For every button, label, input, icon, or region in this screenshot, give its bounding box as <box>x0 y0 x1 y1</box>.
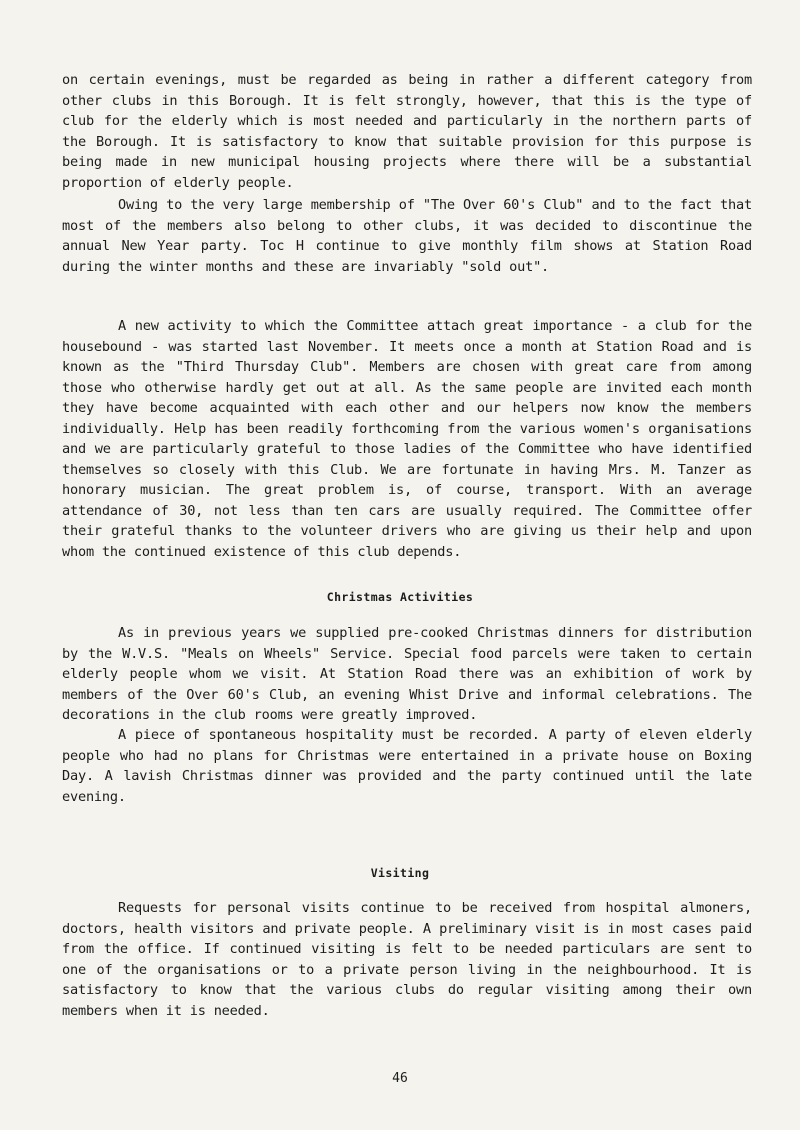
paragraph-christmas-dinners: As in previous years we supplied pre-cooked Christmas dinners for distribution by the W.V.S. "Meals on Wheels" Service. Special food parcels were taken to certain elderly people whom we visit. At Station Road there was an exhibition of work by members of the Over 60's Club, an evening Whist Drive and informal celebrations. The decorations in the club rooms were greatly improved. <box>62 625 752 723</box>
paragraph-over-60s-club: Owing to the very large membership of "The Over 60's Club" and to the fact that most of the members also belong to other clubs, it was decided to discontinue the annual New Year party. Toc H continue to give monthly film shows at Station Road during the winter months and these are invariably "sold out". <box>62 197 752 275</box>
page-number: 46 <box>392 1071 408 1086</box>
paragraph-spontaneous-hospitality: A piece of spontaneous hospitality must be recorded. A party of eleven elderly people who had no plans for Christmas were entertained in a private house on Boxing Day. A lavish Christmas dinner was provided and the party continued until the late evening. <box>62 727 752 805</box>
paragraph-housebound-club: A new activity to which the Committee attach great importance - a club for the housebound - was started last November. It meets once a month at Station Road and is known as the "Third Thursday Club". Members are chosen with great care from among those who otherwise hardly get out at all. As the same people are invited each month they have become acquainted with each other and our helpers now know the members individually. Help has been readily forthcoming from the various women's organisations and we are particularly grateful to those ladies of the Committee who have identified themselves so closely with this Club. We are fortunate in having Mrs. M. Tanzer as honorary musician. The great problem is, of course, transport. With an average attendance of 30, not less than ten cars are usually required. The Committee offer their grateful thanks to the volunteer drivers who are giving us their help and upon whom the continued existence of this club depends. <box>62 318 752 560</box>
heading-christmas-activities: Christmas Activities <box>326 590 474 604</box>
heading-visiting: Visiting <box>370 866 430 880</box>
paragraph-elderly-clubs: on certain evenings, must be regarded as being in rather a different category from other clubs in this Borough. It is felt strongly, however, that this is the type of club for the elderly which is most needed and particularly in the northern parts of the Borough. It is satisfactory to know that suitable provision for this purpose is being made in new municipal housing projects where there will be a substantial proportion of elderly people. <box>62 72 752 191</box>
paragraph-personal-visits: Requests for personal visits continue to be received from hospital almoners, doctors, health visitors and private people. A preliminary visit is in most cases paid from the office. If continued visiting is felt to be needed particulars are sent to one of the organisations or to a private person living in the neighbourhood. It is satisfactory to know that the various clubs do regular visiting among their own members when it is needed. <box>62 900 752 1019</box>
